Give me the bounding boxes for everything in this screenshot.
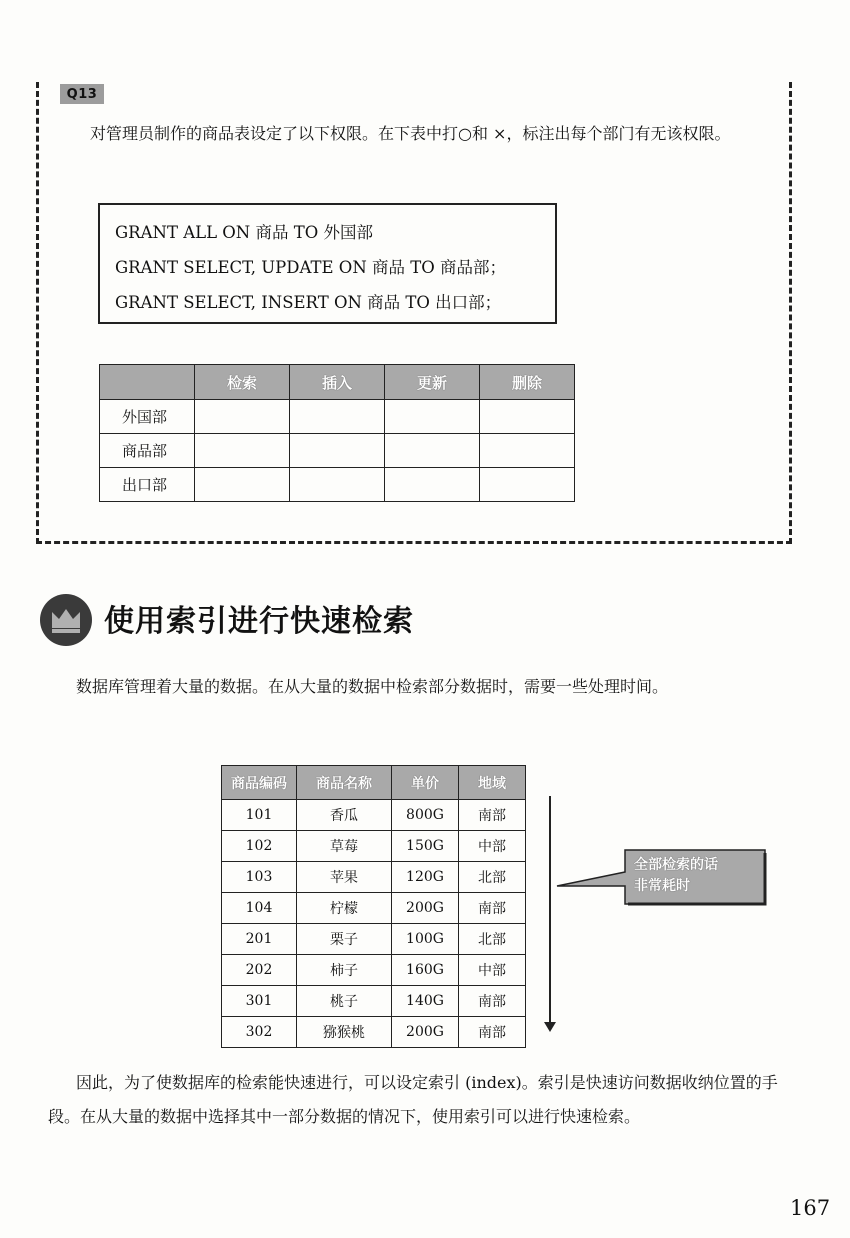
table-header-cell: 删除: [480, 365, 575, 400]
table-cell: 102: [222, 831, 297, 862]
table-cell: 104: [222, 893, 297, 924]
table-cell: 200G: [392, 893, 459, 924]
table-header-row: [100, 365, 575, 400]
answer-cell: [290, 468, 385, 502]
table-cell: 103: [222, 862, 297, 893]
table-row: [222, 831, 526, 862]
table-cell: 101: [222, 800, 297, 831]
answer-cell: [480, 400, 575, 434]
answer-cell: [290, 400, 385, 434]
callout-text: [634, 855, 754, 897]
table-header-cell: [100, 365, 195, 400]
crown-icon: [40, 594, 92, 646]
table-row: [222, 986, 526, 1017]
table-cell: 柠檬: [297, 893, 392, 924]
question-text: 对管理员制作的商品表设定了以下权限。在下表中打○和 ×，标注出每个部门有无该权限。: [90, 124, 731, 143]
answer-cell: [385, 400, 480, 434]
body-paragraph: 数据库管理着大量的数据。在从大量的数据中检索部分数据时，需要一些处理时间。: [76, 677, 669, 696]
table-cell: 202: [222, 955, 297, 986]
sql-line: GRANT ALL ON 商品 TO 外国部: [115, 223, 374, 242]
table-header-cell: 地域: [459, 766, 526, 800]
table-row: [222, 893, 526, 924]
table-cell: 200G: [392, 1017, 459, 1048]
answer-cell: [480, 434, 575, 468]
table-cell: 201: [222, 924, 297, 955]
table-header-cell: 插入: [290, 365, 385, 400]
arrow-down-icon: [544, 1022, 556, 1032]
table-cell: 301: [222, 986, 297, 1017]
question-tag: Q13: [60, 84, 104, 104]
table-row: [100, 468, 575, 502]
table-cell: 北部: [459, 924, 526, 955]
page-number: 167: [790, 1196, 831, 1220]
permission-table: [99, 364, 575, 502]
table-cell: 800G: [392, 800, 459, 831]
table-cell: 香瓜: [297, 800, 392, 831]
table-row: [100, 400, 575, 434]
table-cell: 北部: [459, 862, 526, 893]
table-cell: 栗子: [297, 924, 392, 955]
table-cell: 桃子: [297, 986, 392, 1017]
table-row: [222, 924, 526, 955]
table-header-cell: 更新: [385, 365, 480, 400]
table-cell: 苹果: [297, 862, 392, 893]
table-cell: 草莓: [297, 831, 392, 862]
section-title: 使用索引进行快速检索: [104, 604, 414, 639]
table-row: [100, 434, 575, 468]
answer-cell: [195, 400, 290, 434]
table-header-row: [222, 766, 526, 800]
table-cell: 南部: [459, 893, 526, 924]
answer-cell: [385, 434, 480, 468]
body-paragraph: 因此，为了使数据库的检索能快速进行，可以设定索引 (index)。索引是快速访问数据收纳位置的手段。在从大量的数据中选择其中一部分数据的情况下，使用索引可以进行快速检索。: [48, 1073, 778, 1126]
table-cell: 柿子: [297, 955, 392, 986]
table-cell: 160G: [392, 955, 459, 986]
answer-cell: [290, 434, 385, 468]
table-row: [222, 1017, 526, 1048]
table-row: [222, 862, 526, 893]
table-cell: 中部: [459, 955, 526, 986]
table-header-cell: 单价: [392, 766, 459, 800]
table-cell: 120G: [392, 862, 459, 893]
sql-line: GRANT SELECT, INSERT ON 商品 TO 出口部；: [115, 293, 502, 312]
table-cell: 100G: [392, 924, 459, 955]
callout-line: 全部检索的话: [634, 857, 718, 873]
row-label: 商品部: [100, 434, 195, 468]
table-header-cell: 商品名称: [297, 766, 392, 800]
scan-arrow: [549, 796, 551, 1026]
table-cell: 302: [222, 1017, 297, 1048]
product-table: [221, 765, 526, 1048]
row-label: 外国部: [100, 400, 195, 434]
row-label: 出口部: [100, 468, 195, 502]
table-cell: 140G: [392, 986, 459, 1017]
answer-cell: [195, 434, 290, 468]
table-cell: 南部: [459, 1017, 526, 1048]
table-header-cell: 商品编码: [222, 766, 297, 800]
table-row: [222, 800, 526, 831]
table-cell: 南部: [459, 800, 526, 831]
table-cell: 150G: [392, 831, 459, 862]
table-cell: 中部: [459, 831, 526, 862]
sql-line: GRANT SELECT, UPDATE ON 商品 TO 商品部；: [115, 258, 507, 277]
table-header-cell: 检索: [195, 365, 290, 400]
answer-cell: [195, 468, 290, 502]
sql-code-box: [98, 203, 557, 324]
table-cell: 猕猴桃: [297, 1017, 392, 1048]
table-cell: 南部: [459, 986, 526, 1017]
answer-cell: [480, 468, 575, 502]
callout-line: 非常耗时: [634, 878, 690, 894]
table-row: [222, 955, 526, 986]
answer-cell: [385, 468, 480, 502]
